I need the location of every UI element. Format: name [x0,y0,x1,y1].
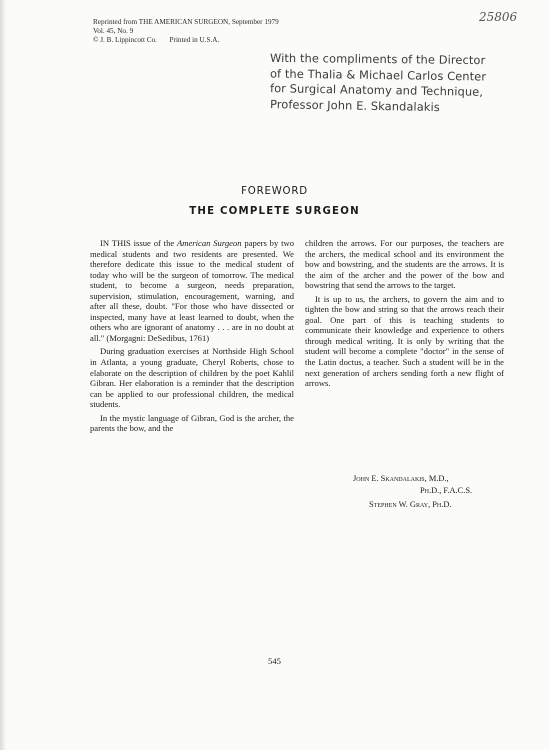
section-heading: FOREWORD [241,186,308,197]
handwritten-reference-number: 25806 [479,10,518,24]
paragraph-5: It is up to us, the archers, to govern the aim and to tighten the bow and string so that the arrows reach their goal. One part of this is teaching students to communicate their knowledge and experience to others through medical writing. It is only by writing that the student will become a complete "doctor" in the sense of the Latin doctus, a teacher. Such a student will be in the next generation of archers sending forth a new flight of arrows. [305,293,504,389]
journal-name: American Surgeon [177,238,242,248]
text-column-left [90,238,294,437]
paragraph-lead-in: IN THIS [100,238,131,248]
publisher: © J. B. Lippincott Co. [93,36,157,44]
copyright-line [93,36,279,45]
paragraph-4: children the arrows. For our purposes, the teachers are the archers, the medical school and its environment the bow and bowstring, and the students are the arrows. It is the aim of the archer and the power of the bow and bowstring that send the arrows to the target. [305,238,504,291]
article-title: THE COMPLETE SURGEON [189,206,360,217]
printed-in: Printed in U.S.A. [169,36,220,44]
paragraph-1: IN THIS issue of the American Surgeon papers by two medical students and two residents are presented. We therefore dedicate this issue to the medical student of today who will be the surgeon of tomorrow. The medical student, to become a surgeon, needs preparation, supervision, stimulation, encouragement, warning, and after all these, doubt. "For those who have dissected or inspected, many have at least learned to doubt, when the others who are ignorant of anatomy . . . are in no doubt at all." (Morgagni: DeSedibus, 1761) [90,238,294,343]
paragraph-3: In the mystic language of Gibran, God is the archer, the parents the bow, and the [90,412,294,434]
stamp-line-2: of the Thalia & Michael Carlos Center [269,65,487,84]
text-column-right [305,238,504,392]
page-number: 545 [268,656,281,666]
scan-edge-shadow [0,0,6,750]
signature-author-1-name: John E. Skandalakis, M.D., [353,474,449,483]
compliments-stamp [270,52,486,114]
paragraph-2: During graduation exercises at Northside High School in Atlanta, a young graduate, Cheryl Roberts, chose to elaborate on the description of children by the poet Kahlil Gibran. Her elaboration is a reminder that the description can be applied to our professional children, the medical students. [90,346,294,410]
reprint-source-line: Reprinted from THE AMERICAN SURGEON, September 1979 [93,18,279,26]
signature-author-1-degrees: Ph.D., F.A.C.S. [420,486,473,495]
signature-author-2: Stephen W. Gray, Ph.D. [369,500,452,509]
volume-line: Vol. 45, No. 9 [93,27,134,35]
stamp-line-4: Professor John E. Skandalakis [269,96,440,114]
reprint-notice [93,18,279,45]
stamp-line-3: for Surgical Anatomy and Technique, [269,81,484,99]
stamp-line-1: With the compliments of the Director [269,50,486,68]
